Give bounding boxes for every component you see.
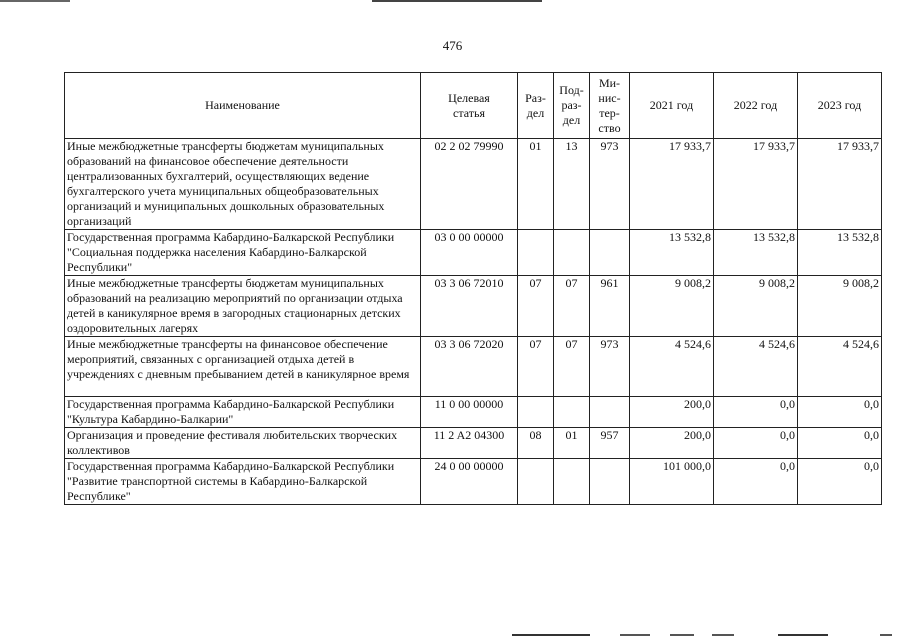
cell-year-2021: 17 933,7: [630, 139, 714, 230]
scan-artifact-bottom: [512, 634, 590, 636]
cell-target-article: 11 0 00 00000: [421, 397, 518, 428]
cell-name: Государственная программа Кабардино-Балкарской Республики "Культура Кабардино-Балкарии": [65, 397, 421, 428]
cell-name: Государственная программа Кабардино-Балкарской Республики "Развитие транспортной системы в Кабардино-Балкарской Республике": [65, 459, 421, 505]
scan-artifact-top-center: [372, 0, 542, 2]
header-name: Наименование: [65, 73, 421, 139]
table-row: [65, 276, 882, 337]
cell-subsection: 07: [554, 276, 590, 337]
cell-ministry: 957: [590, 428, 630, 459]
table-row: [65, 337, 882, 397]
cell-year-2022: 4 524,6: [714, 337, 798, 397]
cell-year-2021: 13 532,8: [630, 230, 714, 276]
cell-year-2023: 4 524,6: [798, 337, 882, 397]
cell-name: Иные межбюджетные трансферты бюджетам муниципальных образований на реализацию мероприятий по организации отдыха детей в каникулярное время в загородных стационарных детских оздоровительных лагерях: [65, 276, 421, 337]
cell-year-2023: 0,0: [798, 428, 882, 459]
cell-subsection: [554, 459, 590, 505]
header-year-2022: 2022 год: [714, 73, 798, 139]
header-subsection: Под- раз- дел: [554, 73, 590, 139]
scan-artifact-top-left: [0, 0, 70, 2]
cell-section: [518, 459, 554, 505]
cell-target-article: 24 0 00 00000: [421, 459, 518, 505]
header-section: Раз- дел: [518, 73, 554, 139]
cell-target-article: 03 3 06 72020: [421, 337, 518, 397]
cell-subsection: 07: [554, 337, 590, 397]
table-row: [65, 428, 882, 459]
cell-section: 07: [518, 337, 554, 397]
cell-year-2022: 17 933,7: [714, 139, 798, 230]
cell-section: [518, 397, 554, 428]
cell-year-2022: 0,0: [714, 397, 798, 428]
cell-year-2021: 200,0: [630, 397, 714, 428]
cell-target-article: 03 3 06 72010: [421, 276, 518, 337]
cell-year-2022: 0,0: [714, 459, 798, 505]
scan-artifact-bottom: [880, 634, 892, 636]
cell-year-2021: 4 524,6: [630, 337, 714, 397]
header-year-2023: 2023 год: [798, 73, 882, 139]
cell-target-article: 03 0 00 00000: [421, 230, 518, 276]
cell-ministry: 973: [590, 337, 630, 397]
cell-year-2021: 101 000,0: [630, 459, 714, 505]
budget-table: [64, 72, 882, 505]
cell-section: 07: [518, 276, 554, 337]
table-row: [65, 397, 882, 428]
table-row: [65, 230, 882, 276]
cell-ministry: 973: [590, 139, 630, 230]
header-ministry: Ми- нис- тер- ство: [590, 73, 630, 139]
cell-subsection: 13: [554, 139, 590, 230]
cell-year-2022: 9 008,2: [714, 276, 798, 337]
cell-ministry: [590, 459, 630, 505]
cell-name: Организация и проведение фестиваля любительских творческих коллективов: [65, 428, 421, 459]
cell-year-2023: 0,0: [798, 397, 882, 428]
page-number: 476: [442, 38, 463, 53]
cell-subsection: [554, 397, 590, 428]
cell-year-2023: 17 933,7: [798, 139, 882, 230]
cell-subsection: [554, 230, 590, 276]
cell-name: Иные межбюджетные трансферты бюджетам муниципальных образований на финансовое обеспечение деятельности централизованных бухгалтерий, осуществляющих ведение бухгалтерского учета муниципальных общеобразовательных организаций и муниципальных дошкольных образовательных организаций: [65, 139, 421, 230]
cell-name: Иные межбюджетные трансферты на финансовое обеспечение мероприятий, связанных с организацией отдыха детей в учреждениях с дневным пребыванием детей в каникулярное время: [65, 337, 421, 397]
cell-year-2023: 9 008,2: [798, 276, 882, 337]
cell-ministry: [590, 230, 630, 276]
header-target-article: Целевая статья: [421, 73, 518, 139]
table-row: [65, 139, 882, 230]
cell-section: [518, 230, 554, 276]
table-row: [65, 459, 882, 505]
cell-year-2022: 0,0: [714, 428, 798, 459]
cell-target-article: 11 2 A2 04300: [421, 428, 518, 459]
cell-name: Государственная программа Кабардино-Балкарской Республики "Социальная поддержка населения Кабардино-Балкарской Республики": [65, 230, 421, 276]
table-header-row: [65, 73, 882, 139]
cell-year-2023: 0,0: [798, 459, 882, 505]
cell-section: 08: [518, 428, 554, 459]
scan-artifact-bottom: [778, 634, 828, 636]
header-year-2021: 2021 год: [630, 73, 714, 139]
cell-target-article: 02 2 02 79990: [421, 139, 518, 230]
cell-year-2022: 13 532,8: [714, 230, 798, 276]
scan-artifact-bottom: [620, 634, 650, 636]
cell-section: 01: [518, 139, 554, 230]
scan-artifact-bottom: [712, 634, 734, 636]
cell-subsection: 01: [554, 428, 590, 459]
cell-year-2021: 9 008,2: [630, 276, 714, 337]
cell-ministry: [590, 397, 630, 428]
cell-year-2023: 13 532,8: [798, 230, 882, 276]
cell-ministry: 961: [590, 276, 630, 337]
scan-artifact-bottom: [670, 634, 694, 636]
cell-year-2021: 200,0: [630, 428, 714, 459]
